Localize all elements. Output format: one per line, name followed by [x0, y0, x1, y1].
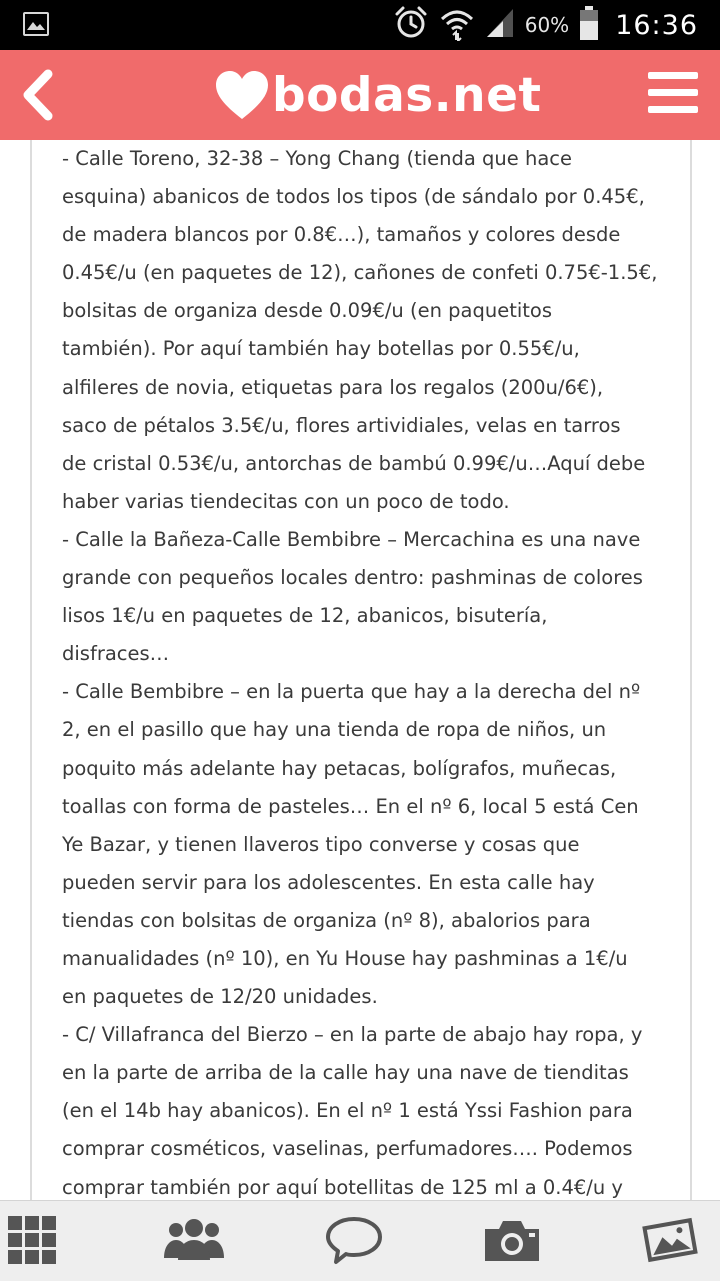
app-header [0, 50, 720, 140]
article-line: - Calle la Bañeza-Calle Bembibre – Mercachina es una nave [62, 527, 641, 551]
bodas-logo[interactable] [214, 62, 541, 128]
bottom-navigation [0, 1200, 720, 1281]
chat-bubble-icon [324, 1215, 384, 1265]
article-line: en la parte de arriba de la calle hay una nave de tienditas [62, 1061, 629, 1085]
gallery-notification-icon [23, 12, 49, 36]
wifi-icon [439, 5, 475, 45]
article-line: - C/ Villafranca del Bierzo – en la parte de abajo hay ropa, y [62, 1023, 643, 1047]
alarm-icon [393, 5, 429, 45]
nav-chat-button[interactable] [322, 1215, 386, 1265]
article-line: de cristal 0.53€/u, antorchas de bambú 0.99€/u…Aquí debe [62, 451, 646, 475]
article-line: en paquetes de 12/20 unidades. [62, 985, 378, 1009]
menu-button[interactable] [648, 72, 698, 118]
article-line: haber varias tiendecitas con un poco de todo. [62, 489, 510, 513]
hamburger-menu-icon [648, 72, 698, 113]
article-line: toallas con forma de pasteles… En el nº 6, local 5 está Cen [62, 794, 639, 818]
heart-icon [214, 69, 270, 121]
camera-icon [481, 1217, 543, 1263]
article-line: comprar también por aquí botellitas de 125 ml a 0.4€/u y [62, 1175, 623, 1199]
article-line: alfileres de novia, etiquetas para los regalos (200u/6€), [62, 375, 604, 399]
article-line: manualidades (nº 10), en Yu House hay pashminas a 1€/u [62, 946, 628, 970]
nav-camera-button[interactable] [480, 1215, 544, 1265]
article-line: 2, en el pasillo que hay una tienda de ropa de niños, un [62, 718, 607, 742]
article-line: disfraces… [62, 642, 170, 666]
grid-menu-icon [6, 1214, 58, 1266]
nav-grid-button[interactable] [0, 1215, 64, 1265]
status-bar [0, 0, 720, 50]
article-line: tiendas con bolsitas de organiza (nº 8), abalorios para [62, 908, 591, 932]
article-line: - Calle Bembibre – en la puerta que hay a la derecha del nº [62, 680, 641, 704]
article-line: 0.45€/u (en paquetes de 12), cañones de confeti 0.75€-1.5€, [62, 261, 658, 285]
back-arrow-icon [18, 68, 58, 122]
article-line: Ye Bazar, y tienen llaveros tipo converse y cosas que [62, 832, 580, 856]
clock: 16:36 [615, 9, 698, 41]
article-line: de madera blancos por 0.8€…), tamaños y colores desde [62, 223, 621, 247]
battery-icon [579, 5, 599, 45]
article-line: bolsitas de organiza desde 0.09€/u (en paquetitos [62, 299, 553, 323]
article-line: (en el 14b hay abanicos). En el nº 1 está Yssi Fashion para [62, 1099, 633, 1123]
battery-percent: 60% [524, 13, 570, 37]
article-line: pueden servir para los adolescentes. En esta calle hay [62, 870, 595, 894]
article-line: grande con pequeños locales dentro: pashminas de colores [62, 566, 643, 590]
article-line: también). Por aquí también hay botellas por 0.55€/u, [62, 337, 580, 361]
signal-icon [485, 7, 515, 43]
article-line: poquito más adelante hay petacas, bolígrafos, muñecas, [62, 756, 617, 780]
photos-icon [639, 1216, 701, 1264]
article-line: esquina) abanicos de todos los tipos (de sándalo por 0.45€, [62, 185, 645, 209]
article-line: comprar cosméticos, vaselinas, perfumadores…. Podemos [62, 1137, 633, 1161]
article-line: saco de pétalos 3.5€/u, flores artividiales, velas en tarros [62, 413, 621, 437]
nav-community-button[interactable] [162, 1215, 226, 1265]
nav-photos-button[interactable] [638, 1215, 702, 1265]
community-icon [162, 1218, 226, 1262]
logo-text: bodas.net [272, 67, 542, 123]
article-line: lisos 1€/u en paquetes de 12, abanicos, bisutería, [62, 604, 548, 628]
article-container[interactable] [30, 140, 692, 1200]
article-text [62, 140, 692, 1200]
article-line: - Calle Toreno, 32-38 – Yong Chang (tienda que hace [62, 147, 572, 170]
back-button[interactable] [18, 68, 58, 122]
